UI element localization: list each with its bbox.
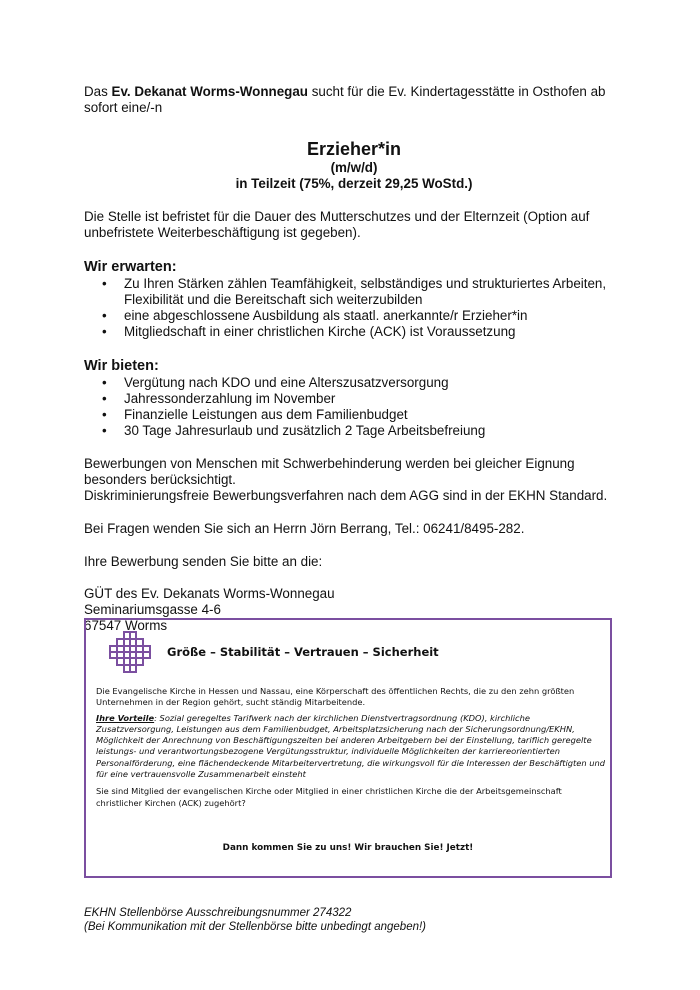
intro-prefix: Das: [84, 84, 112, 99]
intro-text: [84, 84, 624, 116]
job-title: Erzieher*in: [306, 139, 402, 159]
box-body: [96, 686, 606, 809]
benefits-section: [84, 357, 624, 439]
reference-note: (Bei Kommunikation mit der Stellenbörse bitte unbedingt angeben!): [84, 921, 427, 933]
job-title-block: [84, 138, 624, 192]
job-posting: [84, 84, 624, 634]
box-call-to-action: Dann kommen Sie zu uns! Wir brauchen Sie! Jetzt!: [222, 843, 474, 853]
list-item: • Mitgliedschaft in einer christlichen Kirche (ACK) ist Voraussetzung: [124, 324, 624, 340]
ekhn-info-box: [84, 618, 612, 878]
box-question: Sie sind Mitglied der evangelischen Kirche oder Mitglied in einer christlichen Kirche die der Arbeitsgemeinschaft christlicher Kirchen (ACK) zugehört?: [96, 786, 562, 808]
list-item: • Zu Ihren Stärken zählen Teamfähigkeit, selbständiges und strukturiertes Arbeiten, Flexibilität und die Bereitschaft sich weiterzubilden: [124, 276, 624, 308]
footer: [84, 906, 426, 934]
benefits-list: [84, 375, 624, 439]
advantages-label: Ihre Vorteile: [96, 712, 155, 723]
notes-section: [84, 456, 624, 504]
requirements-list: [84, 276, 624, 340]
requirements-section: [84, 258, 624, 340]
application-intro: Ihre Bewerbung senden Sie bitte an die:: [84, 554, 323, 569]
reference-number: EKHN Stellenbörse Ausschreibungsnummer 274322: [84, 907, 352, 919]
contact-info: Bei Fragen wenden Sie sich an Herrn Jörn Berrang, Tel.: 06241/8495-282.: [84, 521, 525, 536]
address-line: Seminariumsgasse 4-6: [84, 602, 221, 617]
box-advantages: [96, 713, 606, 781]
list-item: • Jahressonderzahlung im November: [124, 391, 624, 407]
agg-note: Diskriminierungsfreie Bewerbungsverfahren nach dem AGG sind in der EKHN Standard.: [84, 488, 608, 503]
benefits-heading: Wir bieten:: [84, 358, 159, 374]
address-line: 67547 Worms: [84, 618, 168, 633]
intro-suffix: sucht für die Ev. Kindertagesstätte in Osthofen ab sofort eine/-n: [84, 84, 606, 115]
list-item: • eine abgeschlossene Ausbildung als staatl. anerkannte/r Erzieher*in: [124, 308, 624, 324]
box-slogan: Größe – Stabilität – Vertrauen – Sicherheit: [167, 645, 439, 659]
working-hours: in Teilzeit (75%, derzeit 29,25 WoStd.): [235, 176, 473, 191]
advantages-text: : Sozial geregeltes Tarifwerk nach der kirchlichen Dienstvertragsordnung (KDO), kirchliche Zusatzversorgung, Leistungen aus dem Familienbudget, Arbeitsplatzsicherung nach der Sicherungsordnung/EKHN, Möglichkeit der Anrechnung von Beschäftigungszeiten bei anderen Arbeitgebern bei der Einstellung, tariflich geregelte leistungs- und verantwortungsbezogene Vergütungsstruktur, individuelle Möglichkeiten der karriereorientierten Personalförderung, eine flächendeckende Mitarbeitervertretung, die wirkungsvoll für die Interessen der Beschäftigten und für eine vertrauensvolle Zusammenarbeit einsteht: [96, 712, 606, 780]
list-item: • Finanzielle Leistungen aus dem Familienbudget: [124, 407, 624, 423]
box-intro: Die Evangelische Kirche in Hessen und Nassau, eine Körperschaft des öffentlichen Rechts, die zu den zehn größten Unternehmen in der Region gehört, sucht ständig Mitarbeitende.: [96, 686, 575, 708]
ekhn-cross-logo-icon: [108, 630, 152, 674]
gender-note: (m/w/d): [330, 160, 378, 175]
requirements-heading: Wir erwarten:: [84, 259, 177, 275]
position-description: Die Stelle ist befristet für die Dauer des Mutterschutzes und der Elternzeit (Option auf unbefristete Weiterbeschäftigung ist gegeben).: [84, 209, 590, 240]
address-line: GÜT des Ev. Dekanats Worms-Wonnegau: [84, 586, 335, 601]
list-item: • Vergütung nach KDO und eine Alterszusatzversorgung: [124, 375, 624, 391]
organization-name: Ev. Dekanat Worms-Wonnegau: [111, 84, 308, 99]
disability-note: Bewerbungen von Menschen mit Schwerbehinderung werden bei gleicher Eignung besonders berücksichtigt.: [84, 456, 575, 487]
list-item: • 30 Tage Jahresurlaub und zusätzlich 2 Tage Arbeitsbefreiung: [124, 423, 624, 439]
